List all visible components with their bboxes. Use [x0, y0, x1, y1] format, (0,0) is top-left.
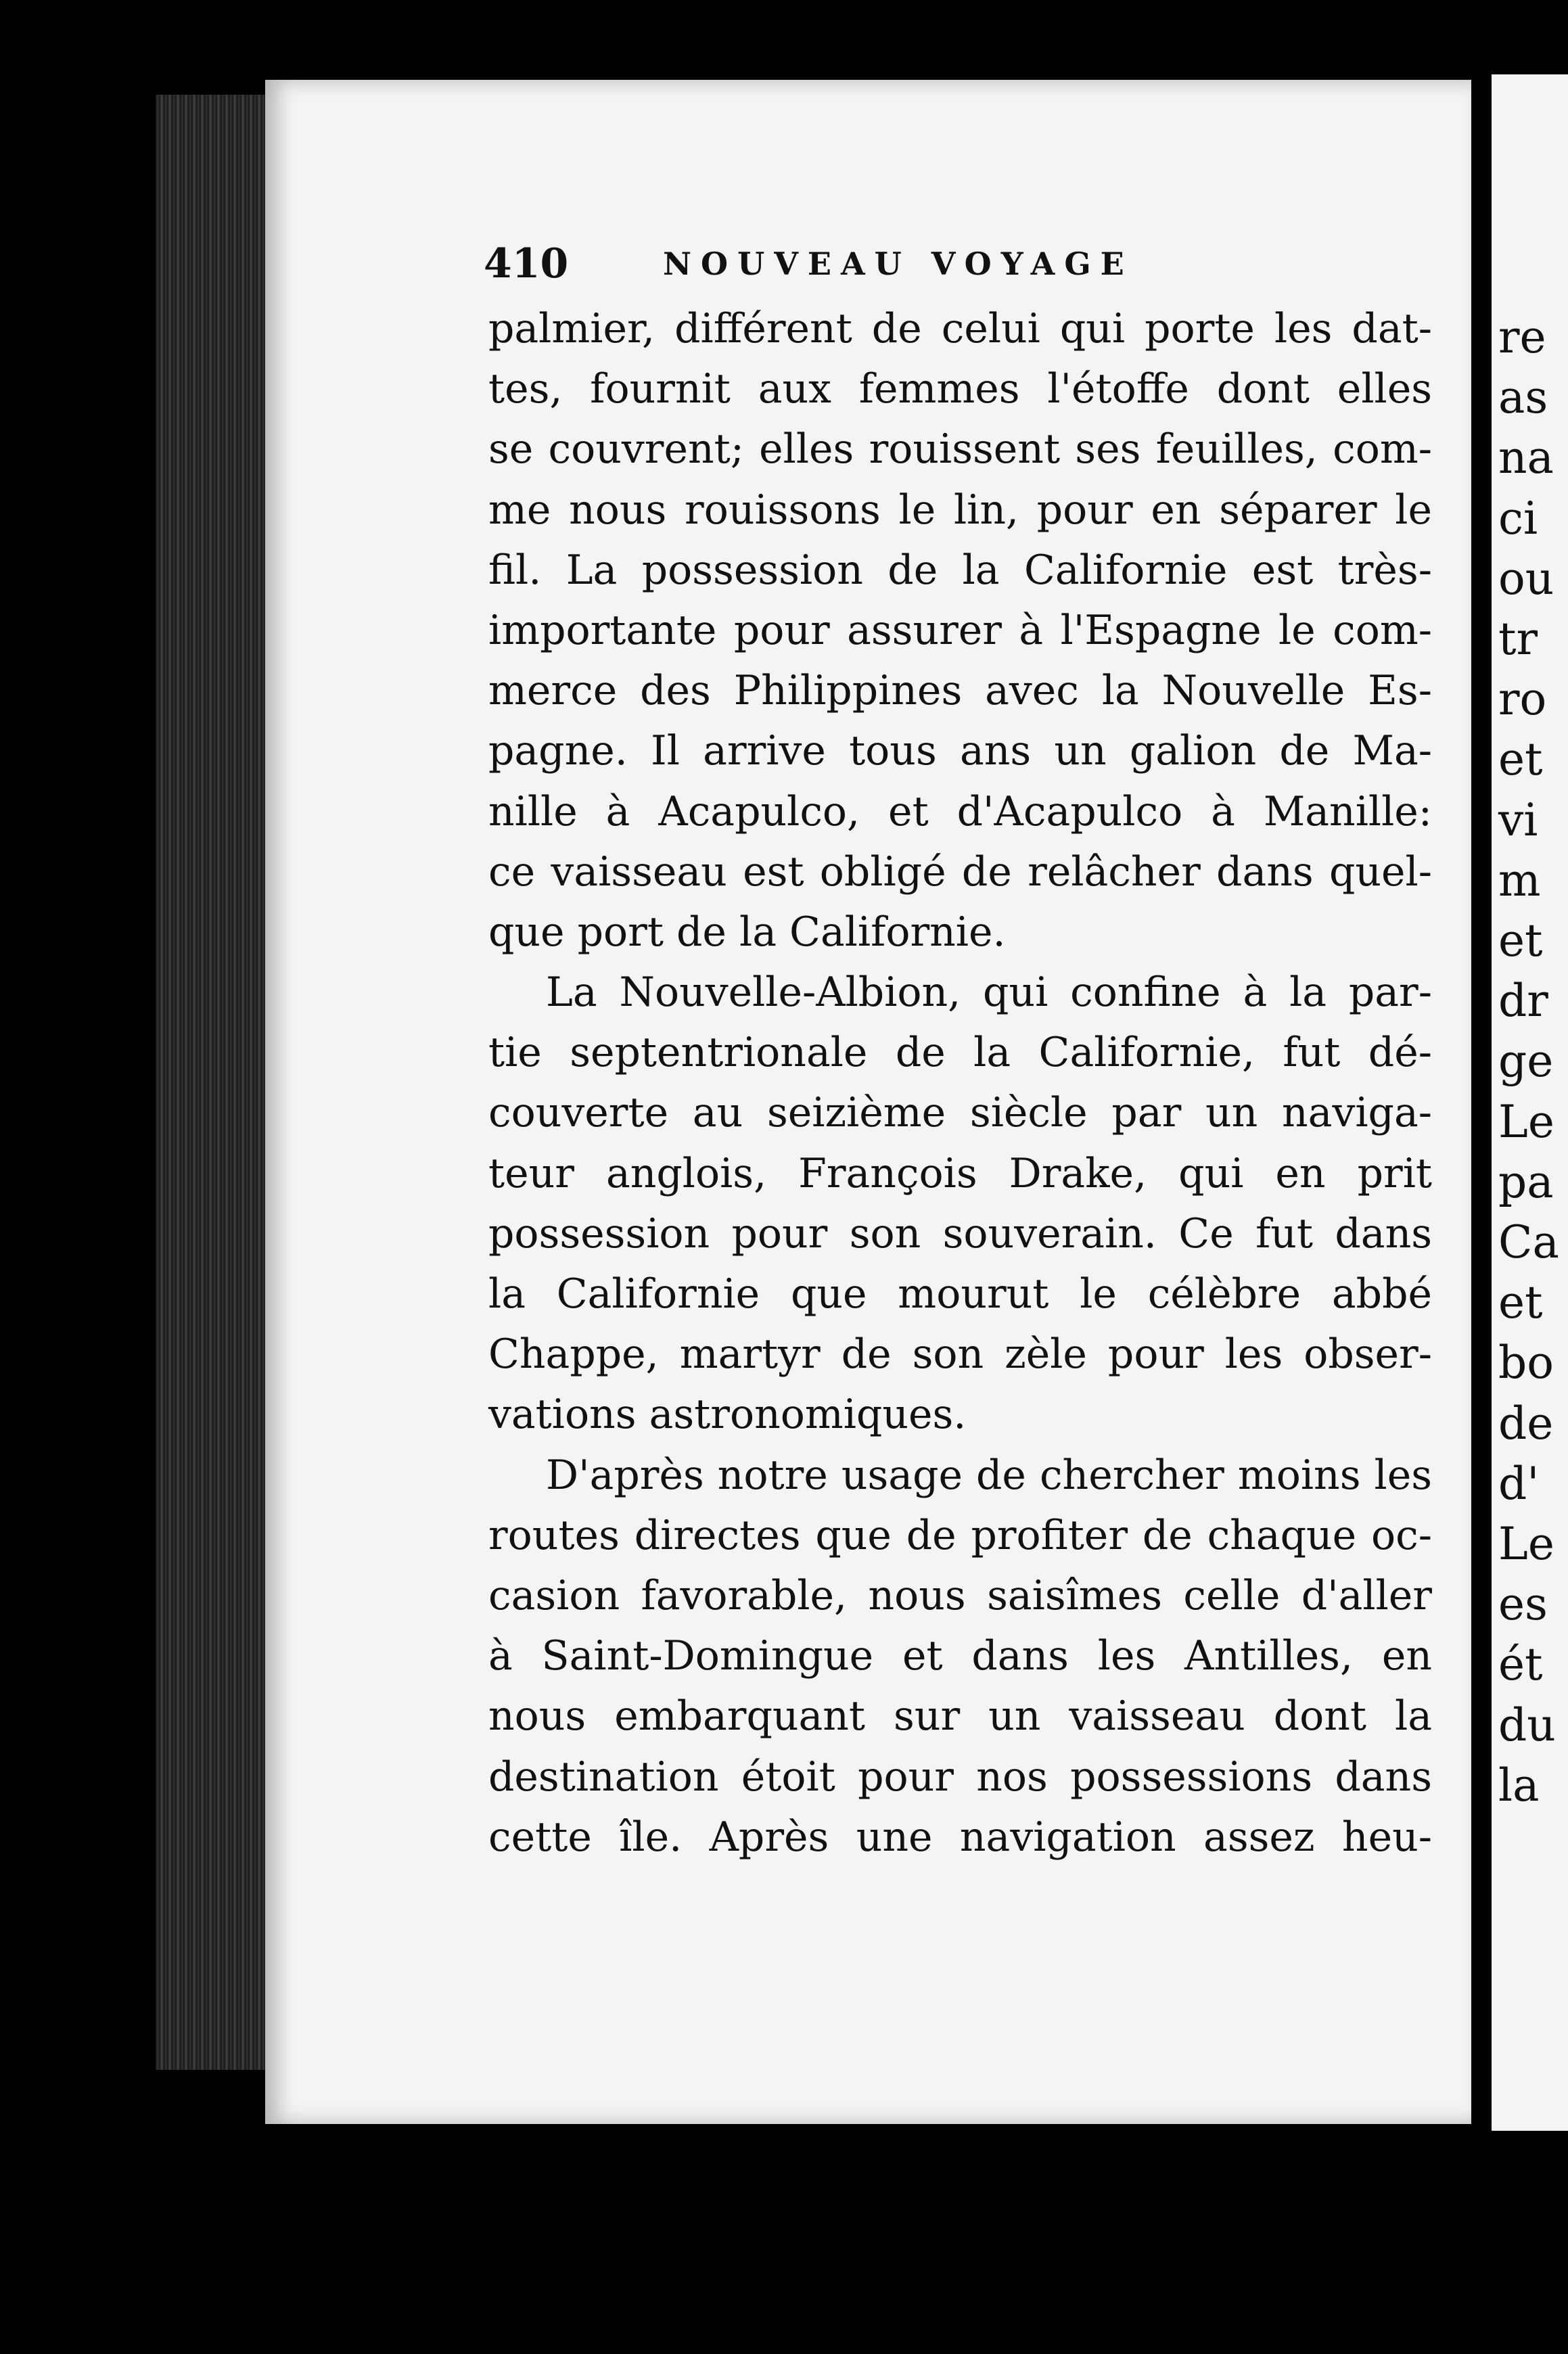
text-line: ce vaisseau est obligé de relâcher dans quel- — [488, 848, 1432, 896]
text-line: teur anglois, François Drake, qui en prit — [488, 1149, 1432, 1197]
next-page-fragment: vi — [1498, 793, 1538, 846]
text-line: possession pour son souverain. Ce fut dans — [488, 1209, 1432, 1257]
next-page-fragment: de — [1498, 1397, 1554, 1450]
text-line: pagne. Il arrive tous ans un galion de Ma- — [488, 727, 1432, 775]
text-line: importante pour assurer à l'Espagne le com- — [488, 606, 1432, 654]
next-page-fragment: ci — [1498, 492, 1538, 545]
next-page-fragment: ét — [1498, 1638, 1543, 1691]
next-page-fragment: tr — [1498, 613, 1538, 665]
next-page-fragment: re — [1498, 311, 1546, 363]
next-page-fragment: pa — [1498, 1155, 1554, 1208]
next-page-fragment: m — [1498, 854, 1541, 906]
next-page-fragment: et — [1498, 1276, 1543, 1329]
next-page-edge — [1492, 74, 1568, 2131]
text-line: couverte au seizième siècle par un naviga- — [488, 1089, 1432, 1137]
next-page-fragment: et — [1498, 915, 1543, 967]
next-page-fragment: as — [1498, 371, 1548, 424]
text-line: cette île. Après une navigation assez heu- — [488, 1813, 1432, 1861]
text-line: D'après notre usage de chercher moins les — [546, 1451, 1432, 1499]
page-divider — [1471, 74, 1492, 2131]
text-line: vations astronomiques. — [488, 1391, 967, 1439]
next-page-fragment: bo — [1498, 1337, 1554, 1389]
text-line: fil. La possession de la Californie est très- — [488, 546, 1432, 594]
next-page-fragment: d' — [1498, 1457, 1540, 1510]
text-line: à Saint-Domingue et dans les Antilles, en — [488, 1632, 1432, 1680]
text-line: palmier, différent de celui qui porte les dat- — [488, 305, 1432, 352]
next-page-fragment: la — [1498, 1759, 1540, 1811]
text-line: que port de la Californie. — [488, 908, 1006, 956]
next-page-fragment: na — [1498, 432, 1554, 484]
next-page-fragment: Le — [1498, 1518, 1554, 1570]
next-page-fragment: ro — [1498, 673, 1547, 726]
body-text — [488, 299, 1432, 1868]
next-page-fragment: Le — [1498, 1095, 1554, 1148]
text-line: routes directes que de profiter de chaque oc- — [488, 1511, 1432, 1559]
next-page-fragment: et — [1498, 733, 1543, 786]
text-line: tie septentrionale de la Californie, fut dé- — [488, 1029, 1432, 1077]
text-line: se couvrent; elles rouissent ses feuilles, com- — [488, 425, 1432, 474]
text-line: casion favorable, nous saisîmes celle d'aller — [488, 1571, 1432, 1619]
text-line: tes, fournit aux femmes l'étoffe dont elles — [488, 365, 1432, 413]
text-line: nous embarquant sur un vaisseau dont la — [488, 1692, 1432, 1740]
next-page-fragment: dr — [1498, 975, 1548, 1028]
page-header — [484, 240, 1248, 294]
next-page-fragment: Ca — [1498, 1216, 1559, 1268]
text-line: la Californie que mourut le célèbre abbé — [488, 1270, 1432, 1318]
text-line: destination étoit pour nos possessions dans — [488, 1753, 1432, 1801]
text-line: me nous rouissons le lin, pour en séparer le — [488, 486, 1432, 534]
next-page-fragment: du — [1498, 1699, 1556, 1751]
text-line: Chappe, martyr de son zèle pour les obser- — [488, 1331, 1432, 1379]
book-gutter-edge — [156, 95, 271, 2070]
text-line: La Nouvelle-Albion, qui confine à la par- — [546, 969, 1432, 1017]
running-head: NOUVEAU VOYAGE — [663, 246, 1134, 282]
next-page-fragment: ge — [1498, 1035, 1554, 1088]
text-line: nille à Acapulco, et d'Acapulco à Manille: — [488, 787, 1432, 835]
next-page-fragment: es — [1498, 1578, 1548, 1631]
next-page-fragment: ou — [1498, 552, 1554, 605]
page-number: 410 — [484, 240, 569, 287]
text-line: merce des Philippines avec la Nouvelle Es- — [488, 667, 1432, 715]
